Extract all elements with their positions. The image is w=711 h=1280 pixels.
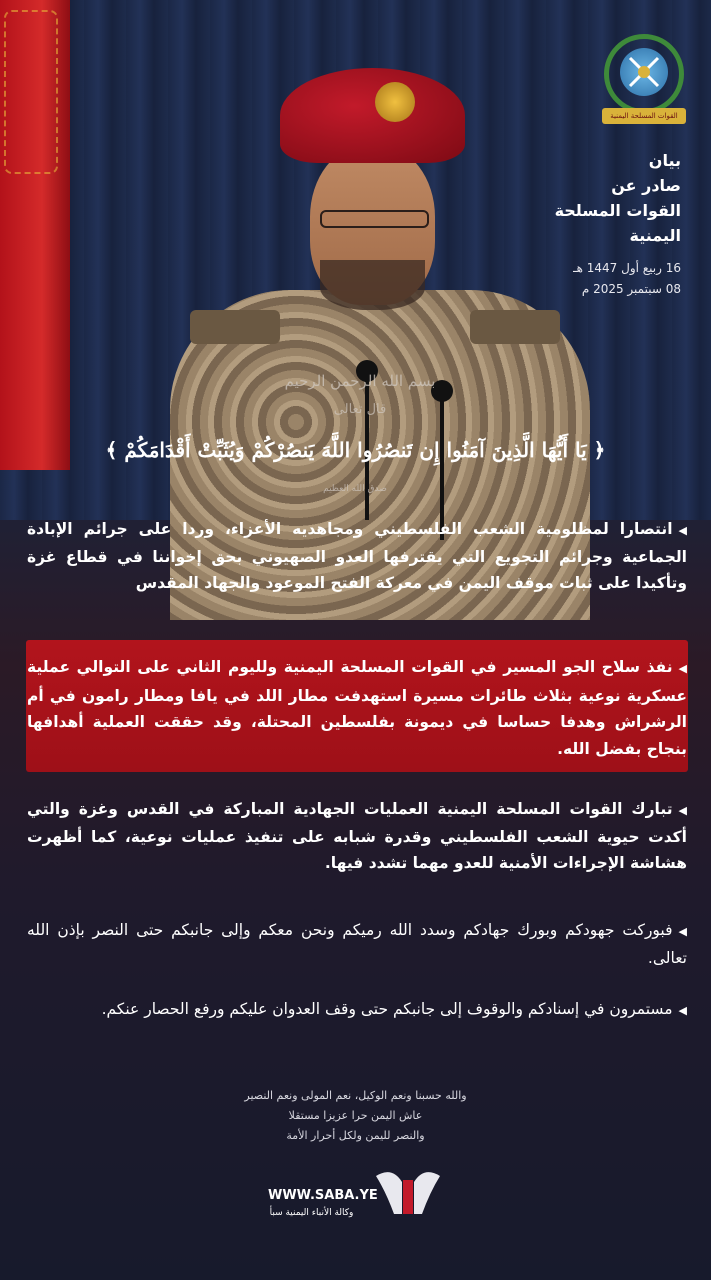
beret-badge-icon [375,82,415,122]
title-line: اليمنية [629,226,681,245]
glasses [320,210,429,228]
paragraph-text: فبوركت جهودكم وبورك جهادكم وسدد الله رميكم ونحن معكم وإلى جانبكم حتى النصر بإذن الله تعالى. [27,921,687,967]
closing-line: والنصر لليمن ولكل أحرار الأمة [286,1129,425,1142]
yemen-flag [0,0,70,470]
title-line: القوات المسلحة [554,201,681,220]
title-line: بيان [648,151,681,170]
basmala: بسم الله الرحمن الرحيم [284,372,436,390]
paragraph-text: نفذ سلاح الجو المسير في القوات المسلحة اليمنية ولليوم الثاني على التوالي عملية عسكرية نوعية بثلاث طائرات مسيرة استهدفت مطار اللد في يافا ومطار رامون في أم الرشراش وهدفا حساسا في ديمونة بفلسطين المحتلة، وقد حققت العملية أهدافها بنجاح بفضل الله. [27,658,687,758]
triangle-bullet-icon: ◀ [678,1004,687,1017]
closing-line: عاش اليمن حرا عزيزا مستقلا [288,1109,423,1122]
beard [320,260,425,310]
paragraph-text: تبارك القوات المسلحة اليمنية العمليات الجهادية المباركة في القدس وغزة والتي أكدت حيوية الشعب الفلسطيني وقدرة شبابه على تنفيذ عمليات نوعية، كما أظهرت هشاشة الإجراءات الأمنية للعدو مهما تشدد فيها. [27,800,687,872]
right-epaulette [470,310,560,344]
date-hijri: 16 ربيع أول 1447 هـ [573,261,681,275]
triangle-bullet-icon: ◀ [678,524,687,537]
paragraph-1 [27,516,687,596]
paragraph-3 [27,796,687,876]
date-gregorian: 08 سبتمبر 2025 م [581,282,681,296]
left-epaulette [190,310,280,344]
saba-logo-icon [372,1162,444,1222]
triangle-bullet-icon: ◀ [678,804,687,817]
saba-url: WWW.SABA.YE [268,1188,378,1203]
flag-ornament [4,10,58,174]
verse-intro: قال تعالى [333,402,387,417]
closing-line: والله حسبنا ونعم الوكيل، نعم المولى ونعم النصير [244,1089,467,1102]
statement-title [555,148,681,248]
armed-forces-emblem [598,30,690,130]
verse-closing: صدق الله العظيم [323,484,387,494]
paragraph-5 [27,996,687,1024]
title-line: صادر عن [611,176,681,195]
triangle-bullet-icon: ◀ [678,925,687,938]
statement-date [573,258,681,300]
paragraph-4 [27,917,687,971]
paragraph-text: انتصارا لمظلومية الشعب الفلسطيني ومجاهديه الأعزاء، وردا على جرائم الإبادة الجماعية وجرائم التجويع التي يقترفها العدو الصهيوني بحق إخواننا في قطاع غزة وتأكيدا على ثبات موقف اليمن في معركة الفتح الموعود والجهاد المقدس [27,520,687,592]
emblem-ribbon: القوات المسلحة اليمنية [602,108,686,124]
crossed-swords-icon [620,48,668,96]
paragraph-2-highlighted [27,654,687,762]
red-beret [280,68,465,163]
saba-agency-name: وكالة الأنباء اليمنية سبأ [269,1208,354,1218]
closing-text [0,1086,711,1146]
triangle-bullet-icon: ◀ [678,662,687,675]
paragraph-text: مستمرون في إسنادكم والوقوف إلى جانبكم حتى وقف العدوان عليكم ورفع الحصار عنكم. [101,1000,673,1018]
quran-verse: ﴿ يَا أَيُّهَا الَّذِينَ آمَنُوا إِن تَنصُرُوا اللَّهَ يَنصُرْكُمْ وَيُثَبِّتْ أَقْدَامَكُمْ ﴾ [105,438,606,462]
